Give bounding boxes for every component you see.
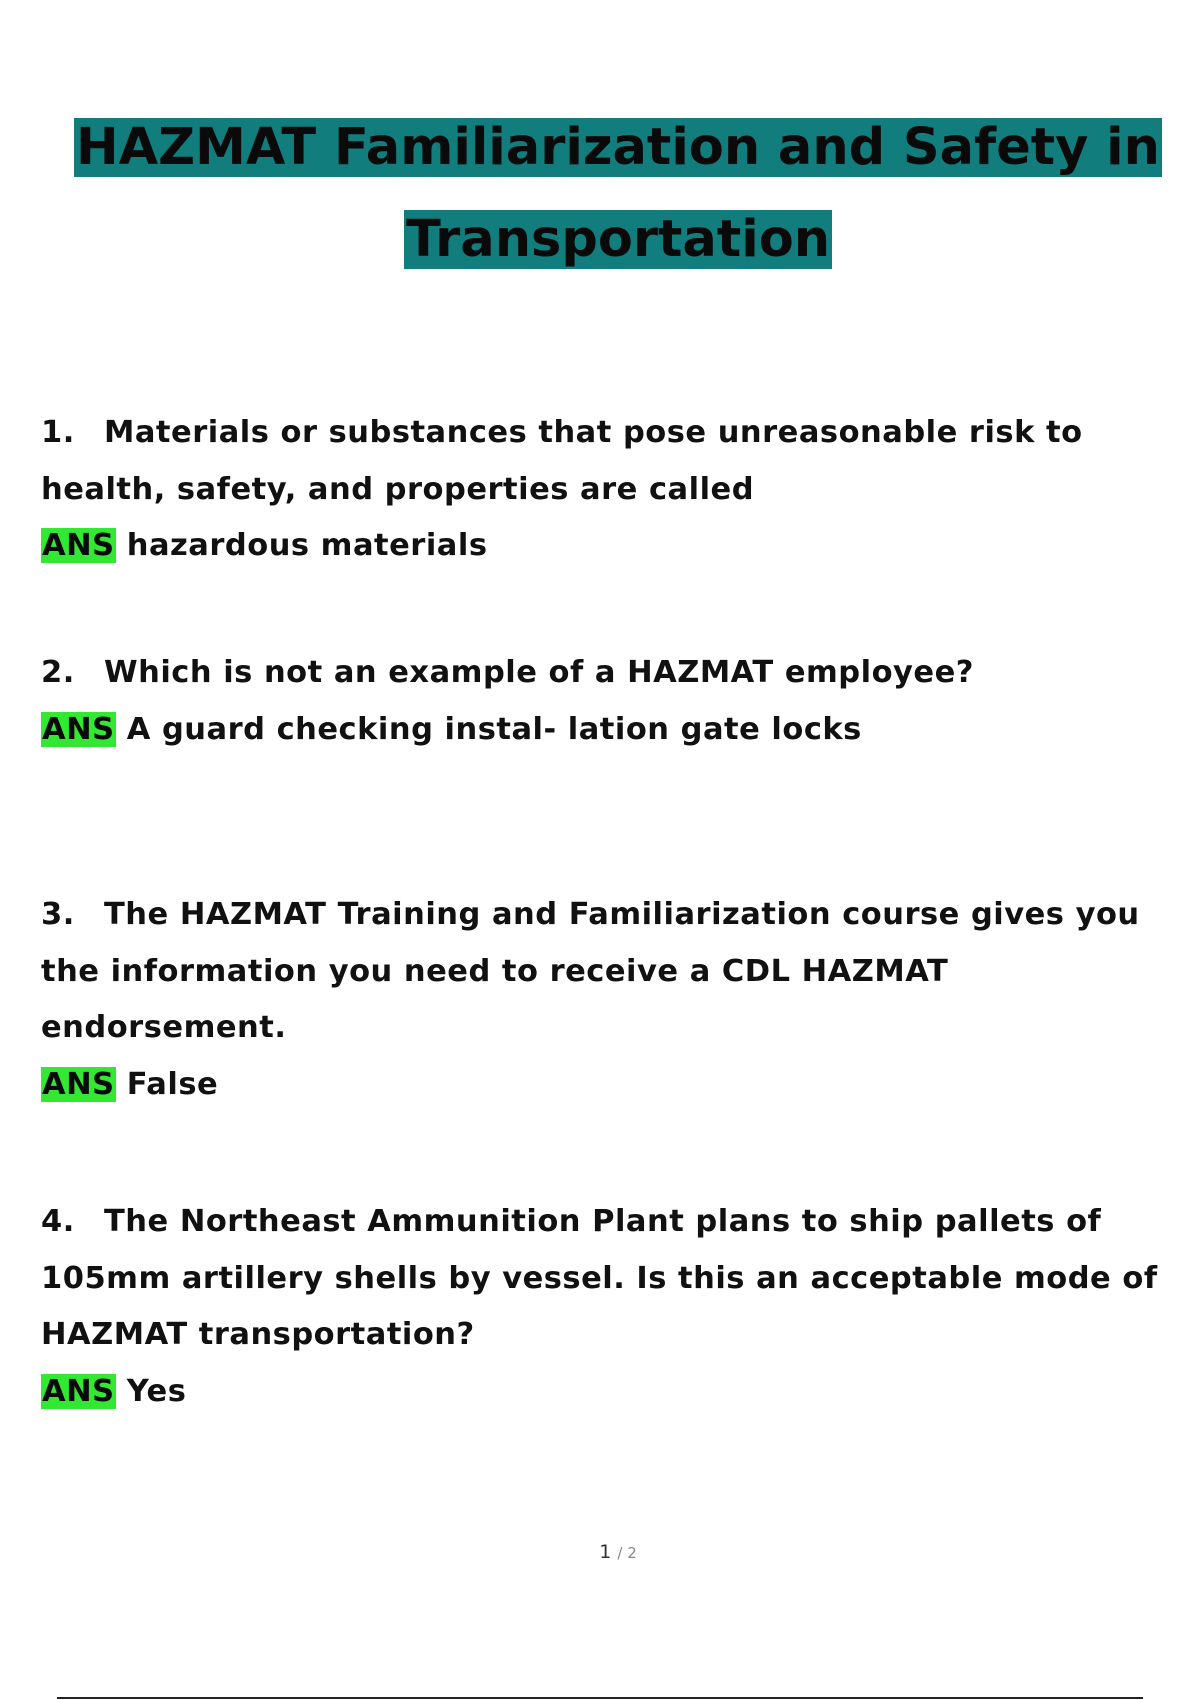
answer-row — [41, 1057, 1191, 1114]
page-bottom-divider — [57, 1697, 1143, 1699]
question-line: 105mm artillery shells by vessel. Is this an acceptable mode of — [41, 1260, 1158, 1296]
question-number: 4. — [41, 1204, 75, 1239]
total-pages: / 2 — [617, 1544, 637, 1562]
question-number: 3. — [41, 897, 75, 932]
question-line: Which is not an example of a HAZMAT employee? — [104, 655, 974, 690]
question-line: The Northeast Ammunition Plant plans to ship pallets of — [104, 1204, 1102, 1239]
ans-label: ANS — [42, 1373, 115, 1409]
answer-row — [41, 1364, 1191, 1421]
answer-text: Yes — [126, 1373, 187, 1409]
question-text — [41, 405, 1191, 462]
question-line: endorsement. — [41, 1010, 287, 1045]
ans-label: ANS — [42, 528, 115, 563]
question-3 — [41, 887, 1191, 1113]
question-line: the information you need to receive a CDL HAZMAT — [41, 953, 949, 989]
answer-text: False — [126, 1066, 219, 1102]
question-4 — [41, 1194, 1191, 1420]
answer-row — [41, 518, 1191, 575]
ans-label: ANS — [42, 1066, 115, 1102]
question-line: HAZMAT transportation? — [41, 1317, 475, 1352]
question-number: 1. — [41, 415, 75, 450]
title-line-1: HAZMAT Familiarization and Safety in — [76, 118, 1160, 177]
question-line: Materials or substances that pose unreasonable risk to — [104, 415, 1083, 450]
question-1 — [41, 405, 1191, 575]
answer-text: A guard checking instal- lation gate locks — [126, 711, 862, 747]
document-title — [0, 102, 1200, 286]
title-line-2: Transportation — [405, 210, 831, 269]
question-line: health, safety, and properties are called — [41, 471, 755, 507]
answer-row — [41, 702, 1191, 759]
question-text — [41, 887, 1191, 944]
question-text — [41, 645, 1191, 702]
question-text — [41, 1194, 1191, 1251]
question-line: The HAZMAT Training and Familiarization course gives you — [104, 897, 1140, 932]
current-page: 1 — [599, 1541, 612, 1563]
question-number: 2. — [41, 655, 75, 690]
question-2 — [41, 645, 1191, 758]
page-indicator — [0, 1541, 1200, 1563]
ans-label: ANS — [42, 711, 115, 747]
answer-text: hazardous materials — [126, 528, 488, 563]
